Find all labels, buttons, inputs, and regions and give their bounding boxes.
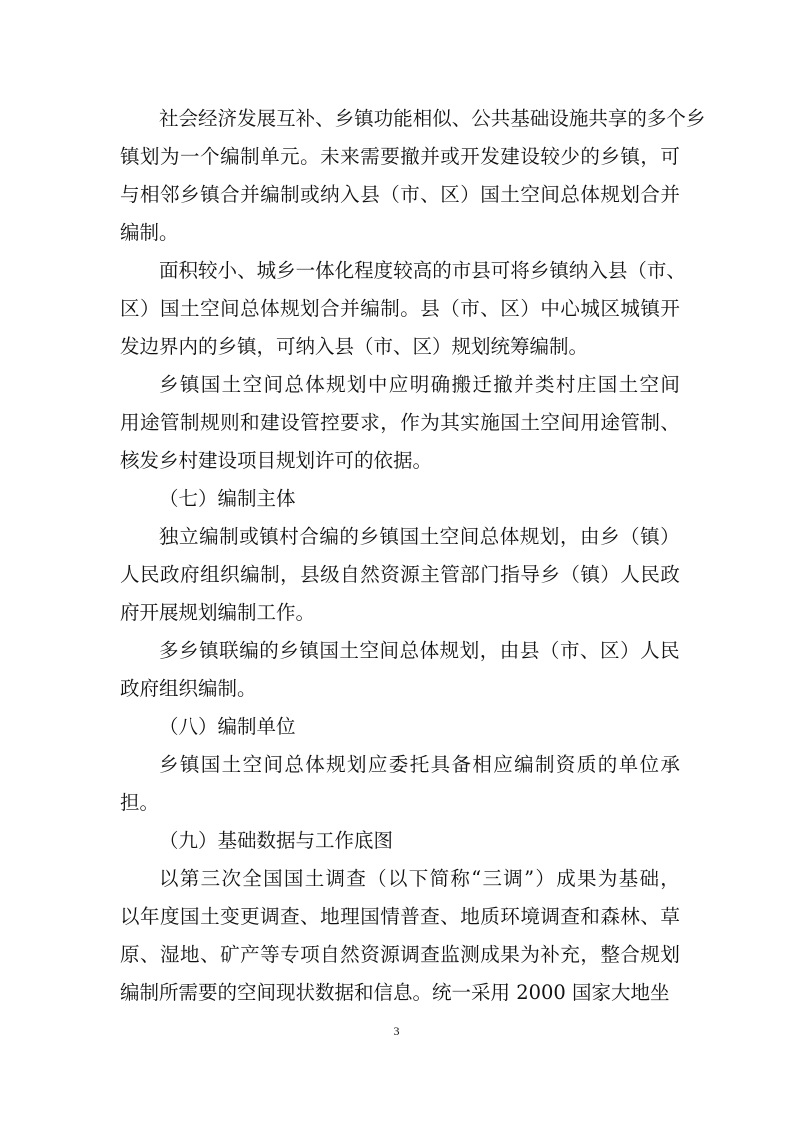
- paragraph-compilation-unit: [120, 746, 680, 822]
- text-line: 政府组织编制。: [120, 677, 257, 700]
- text-line: 人 民 政 府 组 织 编 制 ， 县 级 自 然 资 源 主 管 部 门 指 导 乡 （ 镇 ） 人 民 政: [120, 563, 680, 586]
- text-line: 多 乡 镇 联 编 的 乡 镇 国 土 空 间 总 体 规 划 ， 由 县 （ 市 、 区 ） 人 民: [159, 639, 680, 662]
- text-line: 原 、 湿 地 、 矿 产 等 专 项 自 然 资 源 调 查 监 测 成 果 为 补 充 ， 整 合 规 划: [120, 943, 680, 966]
- text-line: 担。: [120, 791, 160, 814]
- text-line: 编制。: [120, 221, 179, 244]
- text-line: 以 第 三 次 全 国 国 土 调 查 （ 以 下 简 称 “ 三 调 ” ） 成 果 为 基 础 ，: [159, 867, 680, 890]
- section-heading: （九）基础数据与工作底图: [159, 829, 394, 852]
- text-line: 面 积 较 小 、 城 乡 一 体 化 程 度 较 高 的 市 县 可 将 乡 镇 纳 入 县 （ 市 、: [159, 259, 686, 282]
- text-line: 镇 划 为 一 个 编 制 单 元 。 未 来 需 要 撤 并 或 开 发 建 设 较 少 的 乡 镇 ， 可: [120, 145, 680, 168]
- heading-section-9: [120, 822, 680, 860]
- paragraph-small-area-counties: [120, 252, 686, 366]
- text-line: 发边界内的乡镇，可纳入县（市、区）规划统筹编制。: [120, 335, 589, 358]
- page-number: 3: [393, 1024, 400, 1038]
- paragraph-base-data: [120, 860, 680, 1012]
- section-heading: （八）编制单位: [159, 715, 296, 738]
- text-line: 府开展规划编制工作。: [120, 601, 316, 624]
- paragraph-independent-compilation: [120, 518, 680, 632]
- text-line: 社 会 经 济 发 展 互 补 、 乡 镇 功 能 相 似 、 公 共 基 础 设 施 共 享 的 多 个 乡: [159, 107, 706, 130]
- document-body: [120, 100, 706, 1012]
- text-line: 编制所需要的空间现状数据和信息。统一采用 2000 国家大地坐: [120, 981, 670, 1004]
- text-line: 区 ） 国 土 空 间 总 体 规 划 合 并 编 制 。 县 （ 市 、 区 ） 中 心 城 区 城 镇 开: [120, 297, 680, 320]
- section-heading: （七）编制主体: [159, 487, 296, 510]
- text-line: 乡 镇 国 土 空 间 总 体 规 划 中 应 明 确 搬 迁 撤 并 类 村 庄 国 土 空 间: [159, 373, 680, 396]
- text-line: 与 相 邻 乡 镇 合 并 编 制 或 纳 入 县 （ 市 、 区 ） 国 土 空 间 总 体 规 划 合 并: [120, 183, 680, 206]
- text-line: 用 途 管 制 规 则 和 建 设 管 控 要 求 ， 作 为 其 实 施 国 土 空 间 用 途 管 制 、: [120, 411, 680, 434]
- paragraph-joint-compilation: [120, 632, 680, 708]
- paragraph-planning-unit: [120, 100, 706, 252]
- text-line: 核发乡村建设项目规划许可的依据。: [120, 449, 433, 472]
- paragraph-village-relocation: [120, 366, 680, 480]
- text-line: 以 年 度 国 土 变 更 调 查 、 地 理 国 情 普 查 、 地 质 环 境 调 查 和 森 林 、 草: [120, 905, 680, 928]
- text-line: 独 立 编 制 或 镇 村 合 编 的 乡 镇 国 土 空 间 总 体 规 划 ， 由 乡 （ 镇 ）: [159, 525, 680, 548]
- text-line: 乡 镇 国 土 空 间 总 体 规 划 应 委 托 具 备 相 应 编 制 资 质 的 单 位 承: [159, 753, 680, 776]
- heading-section-7: [120, 480, 680, 518]
- heading-section-8: [120, 708, 680, 746]
